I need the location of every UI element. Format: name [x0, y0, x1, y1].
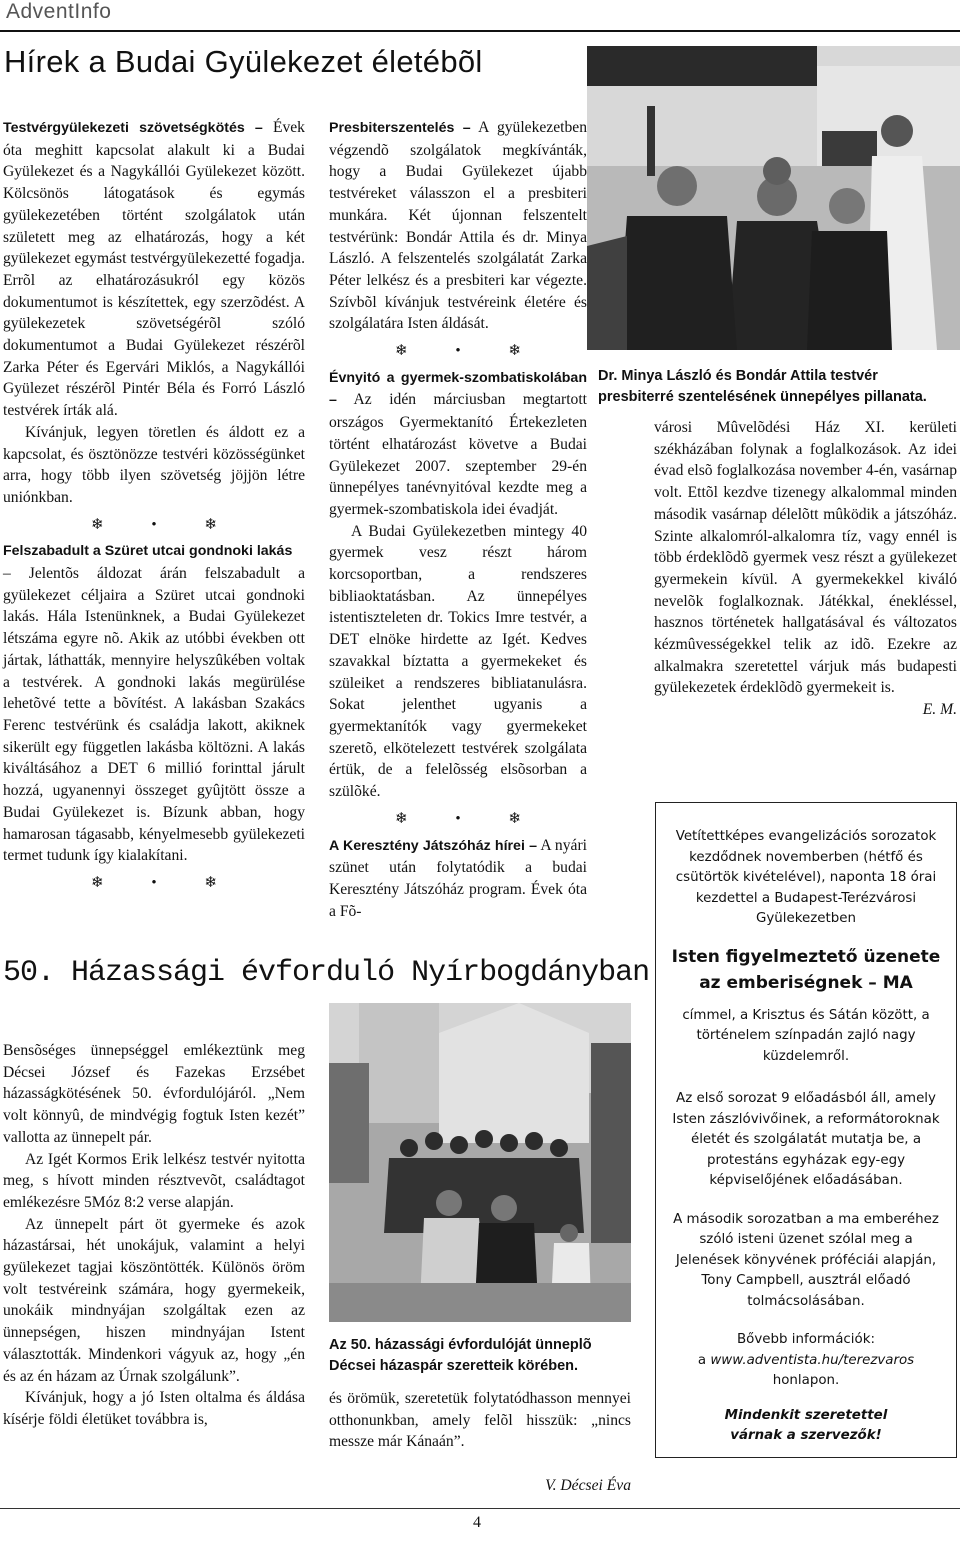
paragraph-anniversary-closing: és örömük, szeretetük folytatódhasson mennyei otthonunkban, amely felõl hisszük: „nincs messze már Kánaán”.	[329, 1390, 631, 1451]
ad-intro: Vetítettképes evangelizációs sorozatok kezdődnek novemberben (hétfő és csütörtök kivételével), naponta 18 órai kezdettel a Budapest-Terézvárosi Gyülekezetben	[675, 829, 937, 926]
ad-subtitle: címmel, a Krisztus és Sátán között, a történelem színpadán zajló nagy küzdelemről.	[682, 1007, 930, 1064]
ornament-divider: ❄ • ❄	[395, 810, 543, 827]
article-presbiterszenteles: Presbiterszentelés – A gyülekezetben végzendõ szolgálatok megkívánták, hogy a Budai Gyülekezet újabb testvéreket válasszon el a presbiteri munkára. Két újonnan felszentelt testvérünk: Bondár Attila és dr. Minya László. A felszentelés szolgálatát Zarka Péter lelkész és a presbiteri kar végezte. Szívbõl kívánjuk testvéreink életére és szolgálatára Isten áldását.	[329, 119, 587, 333]
header-rule	[0, 30, 960, 32]
ad-more-info: Bővebb információk: a www.adventista.hu/terezvaros honlapon.	[697, 1332, 915, 1388]
evangelization-ad-box	[655, 802, 957, 1458]
photo-anniversary-caption: Az 50. házassági évfordulóját ünneplõ Décsei házaspár szeretteik körében.	[329, 1337, 592, 1374]
photo-anniversary-family-image	[329, 1003, 631, 1322]
paragraph-anniversary-koszontes: Az ünnepelt párt öt gyermeke és azok házastársai, hét unokájuk, valamint a helyi gyülekezet tagjai köszöntötték. Különös öröm volt testvéreink számára, hogy gyermekeik, unokáik mindnyájan szolgáltak ezen az ünnepségen, hiszen mindnyájan Istent választották. Mindenkori vágyuk az, hogy „én és az én házam az Úrnak szolgálunk”.	[3, 1215, 305, 1385]
paragraph-anniversary-kivanjuk: Kívánjuk, hogy a jó Isten oltalma és áldása kísérje földi életüket továbbra is,	[3, 1389, 305, 1428]
signature-decsei-eva: V. Décsei Éva	[545, 1477, 631, 1495]
photo-presbiterszenteles-caption: Dr. Minya László és Bondár Attila testvér presbiterré szentelésének ünnepélyes pillanata.	[598, 368, 927, 405]
article-column-3	[654, 417, 957, 721]
article-evnyito: Évnyitó a gyermek-szombatiskolában – Az idén márciusban megtartott országos Gyermektanító Értekezleten történt elhatározást követve a Budai Gyülekezet 2007. szeptember 29-én ünnepélyes tanévnyitóval kezdte meg a gyermek-szombatiskola idei évadját.	[329, 369, 587, 518]
signature-em: E. M.	[922, 701, 957, 719]
photo-anniversary-family	[329, 1003, 631, 1322]
article-column-1	[3, 117, 305, 899]
magazine-name: AdventInfo	[6, 0, 112, 23]
paragraph-jatszohaz-folytatas: városi Mûvelõdési Ház XI. kerületi székházában folynak a foglalkozások. Az idei évad elsõ foglalkozása november 4-én, vasárnap volt. Ettõl kezdve tizenegy alkalommal minden második vasárnap délelõtt mûködik a játszóház. Szinte alkalomról-alkalomra tíz, vagy ennél is több érdeklõdõ gyermek vesz részt a gyülekezet gyermekein kívül. A gyermekekkel kiváló nevelõk foglalkoznak. Játékkal, énekléssel, hasznos történetek hallgatásával és változatos kézmûvességekkel telik az idõ. Ezekre az alkalmakra szeretettel várjuk más budapesti gyülekezetek érdeklõdõ gyermekeit is.	[654, 419, 957, 697]
paragraph-gyermekek: A Budai Gyülekezetben mintegy 40 gyermek vesz részt három korcsoportban, a rendszeres bibliaoktatásban. Az ünnepélyes istentiszteleten dr. Tokics Imre testvér, a DET elnöke hirdette az Igét. Kedves szavakkal bíztatta a gyermekeket és szüleiket a rendszeres bibliatanulásra. Sokat jelenthet ugyanis a gyermektanítók vagy gyermekeket szeretõ, elkötelezett testvérek szolgálata értük, de a felelõsség elsõsorban a szülõké.	[329, 522, 587, 801]
page-number: 4	[473, 1514, 481, 1531]
ad-closing: Mindenkit szeretettel várnak a szervezők!	[724, 1407, 888, 1443]
anniversary-column-2	[329, 1388, 631, 1497]
ad-website-link[interactable]: www.adventista.hu/terezvaros	[710, 1352, 915, 1368]
page-title: Hírek a Budai Gyülekezet életébõl	[4, 44, 483, 79]
ad-series-one: Az első sorozat 9 előadásból áll, amely Isten zászlóvivőinek, a reformátoroknak életét és szolgálatát mutatja be, a protestáns egyházak egy-egy képviselőjének előadásában.	[672, 1091, 940, 1188]
ad-headline: Isten figyelmeztető üzenete az emberiségnek – MA	[671, 946, 941, 993]
paragraph-gondnoki-lakas: – Jelentõs áldozat árán felszabadult a gyülekezet céljaira a Szüret utcai gondnoki lakás. Hála Istenünknek, a Budai Gyülekezet létszáma egyre nõ. Akik az utóbbi években ott jártak, láthatták, mennyire helyszûkében voltak a testvérek. A gondnoki lakás megürülése lehetõvé tette a bõvítést. A lakásban Szakács Ferenc testvérünk és családja lakott, akiknek sikerült egy független lakásba költözni. A lakás kiváltásához a DET 6 millió forinttal járult hozzá, ugyanennyi összeget gyûjtött össze a Budai Gyülekezet is. Bízunk abban, hogy hamarosan tágasabb, kényelmesebb gyülekezeti termet tudunk így kialakítani.	[3, 565, 305, 865]
article-testverszovetseg: Testvérgyülekezeti szövetségkötés – Évek óta meghitt kapcsolat alakult ki a Budai Gyülekezet és a Nagykállói Gyülekezet között. Kölcsönös látogatások és egymás gyülekezetében történt szolgálatok után született meg az elhatározás, hogy a két gyülekezet egymást testvérgyülekezetté fogadja. Errõl az elhatározásukról egy közös dokumentumot is készítettek, egy szerzõdést. A gyülekezetek szövetségérõl szóló dokumentumot a Budai Gyülekezet részérõl Zarka Péter és Egervári Miklós, a Nagykállói Gyülezet részérõl Pintér Béla és Forró László testvérek írták alá.	[3, 119, 305, 420]
ornament-divider: ❄ • ❄	[91, 874, 239, 891]
rubric-testvergyulekezeti: Testvérgyülekezeti szövetségkötés –	[3, 120, 263, 136]
photo-presbiterszenteles-image	[587, 46, 960, 350]
ornament-divider: ❄ • ❄	[91, 516, 239, 533]
section-title-anniversary: 50. Házassági évforduló Nyírbogdányban	[3, 956, 650, 990]
paragraph-kivanjuk: Kívánjuk, legyen töretlen és áldott ez a kapcsolat, és ösztönözze testvéri közösségünket arra, hogy több ilyen szövetség jöjjön létre uniónkban.	[3, 423, 305, 506]
rubric-gondnoki-lakas: Felszabadult a Szüret utcai gondnoki lakás	[3, 543, 293, 560]
paragraph-anniversary-igehirdetes: Az Igét Kormos Erik lelkész testvér nyitotta meg, s hívott minden résztvevõt, családtagot emlékezésre 5Móz 8:2 verse alapján.	[3, 1150, 305, 1211]
paragraph-anniversary-intro: Bensõséges ünnepséggel emlékeztünk meg Décsei József és Fazekas Erzsébet házasságkötésének 50. évfordulójáról. „Nem volt könnyû, de mindvégig fogtuk Isten kezét” vallotta az ünnepelt pár.	[3, 1042, 305, 1146]
article-jatszohaz: A Keresztény Játszóház hírei – A nyári szünet után folytatódik a budai Keresztény Játszóház program. Évek óta a Fõ-	[329, 836, 587, 920]
article-column-2	[329, 117, 587, 922]
anniversary-column-1	[3, 1040, 305, 1431]
ornament-divider: ❄ • ❄	[395, 343, 543, 360]
photo-presbiterszenteles	[587, 46, 960, 350]
ad-series-two: A második sorozatban a ma emberéhez szóló isteni üzenet szólal meg a Jelenések könyvének próféciái alapján, Tony Campbell, ausztrál előadó tolmácsolásában.	[673, 1211, 939, 1309]
footer-rule	[0, 1508, 960, 1509]
